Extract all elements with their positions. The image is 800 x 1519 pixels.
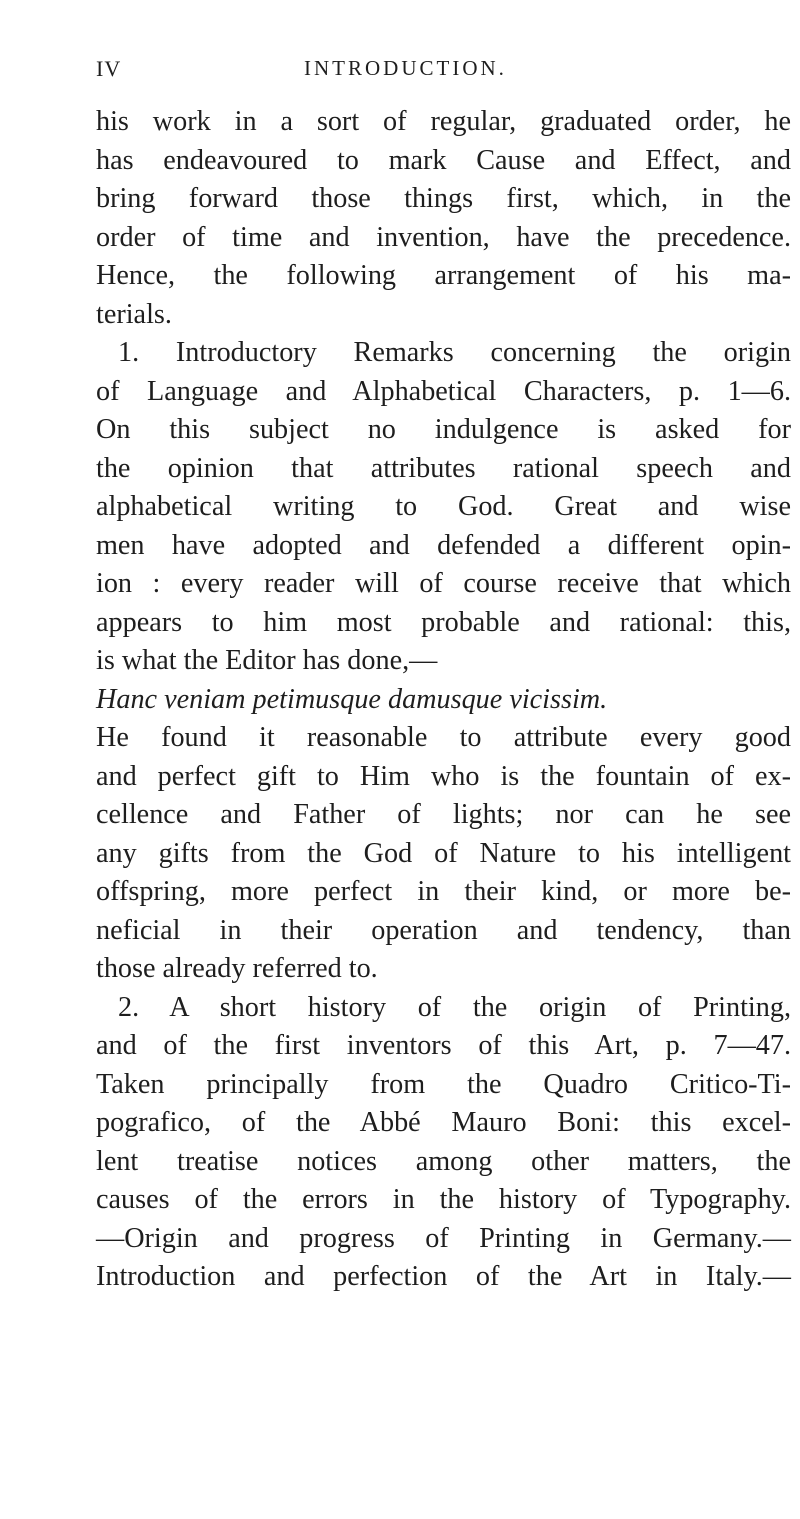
page-number: IV <box>96 56 122 81</box>
text-line-latin-quote: Hanc veniam petimusque damusque vicissim. <box>96 683 608 715</box>
text-line: appears to him most probable and rational: this, <box>96 606 791 638</box>
text-line: Hence, the following arrangement of his ma- <box>96 260 791 291</box>
text-line: offspring, more perfect in their kind, or more be- <box>96 876 791 907</box>
text-line: —Origin and progress of Printing in Germany.— <box>96 1222 791 1254</box>
text-line: On this subject no indulgence is asked for <box>96 414 791 445</box>
running-head <box>96 56 786 86</box>
body-text <box>96 103 791 1297</box>
text-line: has endeavoured to mark Cause and Effect, and <box>96 144 791 176</box>
running-title: INTRODUCTION. <box>304 56 507 80</box>
text-line: cellence and Father of lights; nor can he see <box>96 799 791 830</box>
text-line: ion : every reader will of course receive that which <box>96 568 791 599</box>
text-line: neficial in their operation and tendency, than <box>96 914 791 946</box>
text-line: and perfect gift to Him who is the fountain of ex- <box>96 760 791 792</box>
text-line: causes of the errors in the history of Typography. <box>96 1184 791 1215</box>
text-line: bring forward those things first, which, in the <box>96 183 791 214</box>
text-line: those already referred to. <box>96 953 378 984</box>
text-line: is what the Editor has done,— <box>96 645 438 676</box>
text-line: lent treatise notices among other matters, the <box>96 1145 791 1177</box>
text-line: of Language and Alphabetical Characters, p. 1—6. <box>96 375 791 407</box>
text-line: alphabetical writing to God. Great and wise <box>96 491 791 522</box>
text-line: any gifts from the God of Nature to his intelligent <box>96 837 791 869</box>
text-line: 2. A short history of the origin of Printing, <box>118 991 791 1023</box>
text-line: his work in a sort of regular, graduated order, he <box>96 106 791 137</box>
text-line: Taken principally from the Quadro Critico-Ti- <box>96 1068 791 1100</box>
text-line: order of time and invention, have the precedence. <box>96 221 791 253</box>
text-line: He found it reasonable to attribute every good <box>96 722 791 753</box>
text-line: and of the first inventors of this Art, p. 7—47. <box>96 1030 791 1061</box>
text-line: men have adopted and defended a different opin- <box>96 529 791 561</box>
text-line: the opinion that attributes rational speech and <box>96 452 791 484</box>
text-line: Introduction and perfection of the Art in Italy.— <box>96 1261 791 1292</box>
text-line: 1. Introductory Remarks concerning the origin <box>118 337 791 368</box>
text-line: terials. <box>96 298 172 330</box>
text-line: pografico, of the Abbé Mauro Boni: this excel- <box>96 1107 791 1138</box>
